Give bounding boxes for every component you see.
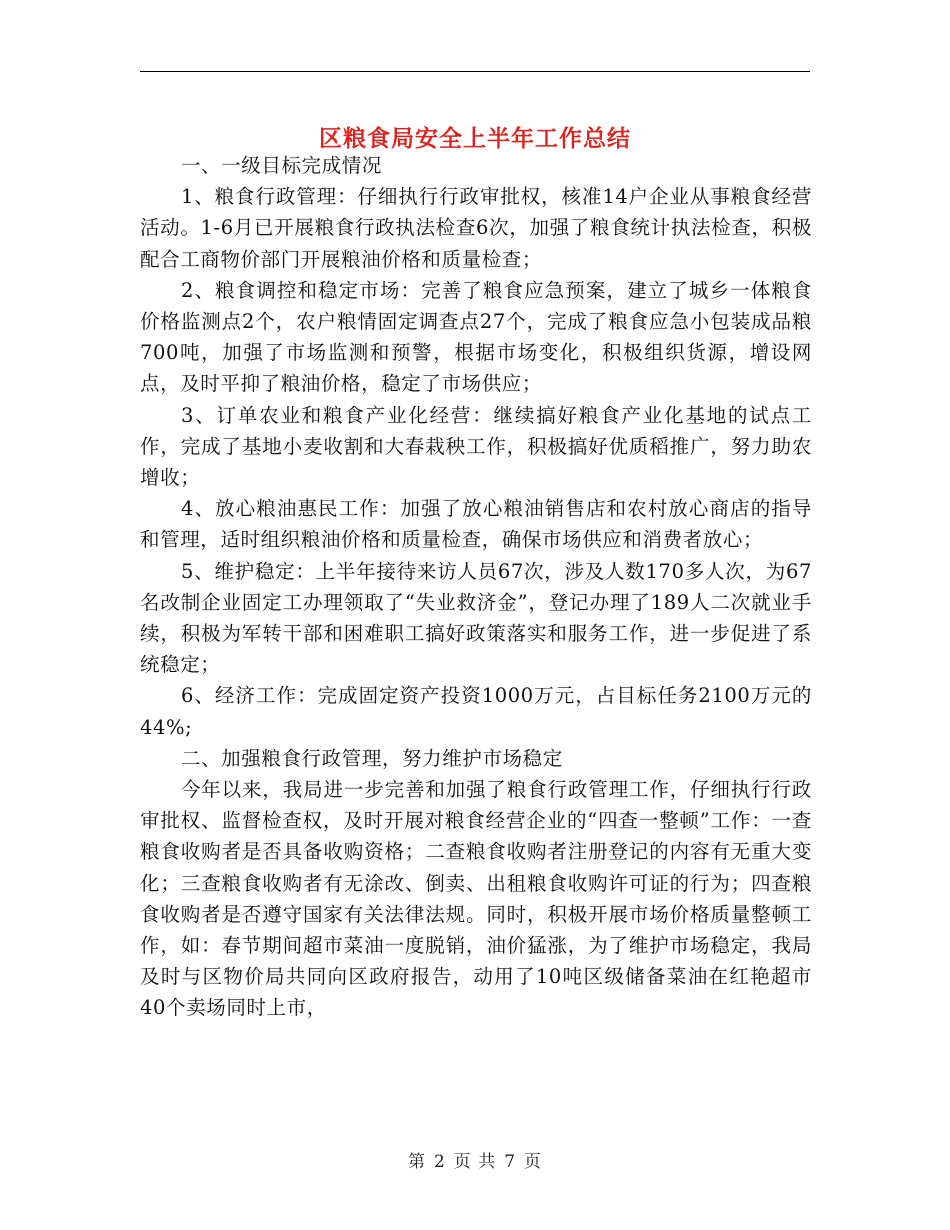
paragraph-item-3: 3、订单农业和粮食产业化经营：继续搞好粮食产业化基地的试点工作，完成了基地小麦收割和大春栽秧工作，积极搞好优质稻推广，努力助农增收； [140,403,812,490]
paragraph-item-5: 5、维护稳定：上半年接待来访人员67次，涉及人数170多人次，为67名改制企业固定工办理领取了“失业救济金”，登记办理了189人二次就业手续，积极为军转干部和困难职工搞好政策落实和服务工作，进一步促进了系统稳定； [140,559,812,677]
footer-page-number: 2 [433,1152,446,1172]
document-title: 区粮食局安全上半年工作总结 [319,126,631,153]
paragraph-item-1: 1、粮食行政管理：仔细执行行政审批权，核准14户企业从事粮食经营活动。1-6月已开展粮食行政执法检查6次，加强了粮食统计执法检查，积极配合工商物价部门开展粮油价格和质量检查； [140,185,812,271]
footer-middle: 页 共 [453,1152,497,1172]
footer-prefix: 第 [407,1152,426,1172]
paragraph-body: 今年以来，我局进一步完善和加强了粮食行政管理工作，仔细执行行政审批权、监督检查权，及时开展对粮食经营企业的“四查一整顿”工作：一查粮食收购者是否具备收购资格；二查粮食收购者注册登记的内容有无重大变化；三查粮食收购者有无涂改、倒卖、出租粮食收购许可证的行为；四查粮食收购者是否遵守国家有关法律法规。同时，积极开展市场价格质量整顿工作，如：春节期间超市菜油一度脱销，油价猛涨，为了维护市场稳定，我局及时与区物价局共同向区政府报告，动用了10吨区级储备菜油在红艳超市40个卖场同时上市， [140,778,812,1020]
footer-suffix: 页 [524,1152,543,1172]
header-rule [140,71,810,72]
footer-total-pages: 7 [504,1152,517,1172]
page-footer [0,1150,950,1174]
section-heading-1: 一、一级目标完成情况 [180,154,382,177]
paragraph-item-6: 6、经济工作：完成固定资产投资1000万元，占目标任务2100万元的44%; [140,684,812,739]
section-heading-2: 二、加强粮食行政管理，努力维护市场稳定 [180,746,563,770]
paragraph-item-4: 4、放心粮油惠民工作：加强了放心粮油销售店和农村放心商店的指导和管理，适时组织粮油价格和质量检查，确保市场供应和消费者放心； [140,497,812,552]
paragraph-item-2: 2、粮食调控和稳定市场：完善了粮食应急预案，建立了城乡一体粮食价格监测点2个，农户粮情固定调查点27个，完成了粮食应急小包装成品粮700吨，加强了市场监测和预警，根据市场变化，积极组织货源，增设网点，及时平抑了粮油价格，稳定了市场供应； [140,278,812,396]
document-body [140,150,812,1024]
